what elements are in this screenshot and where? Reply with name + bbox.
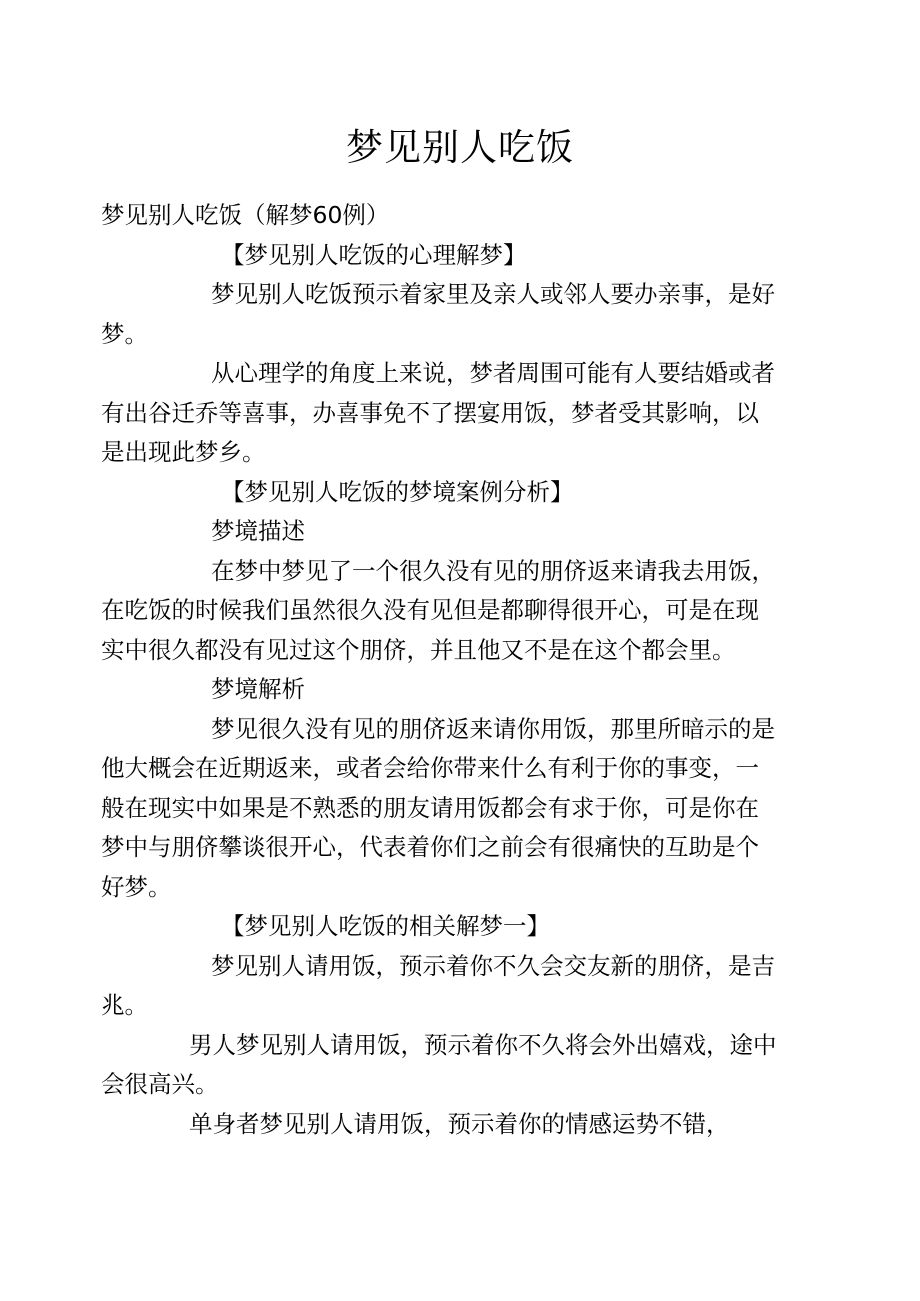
paragraph: 梦见很久没有见的朋侪返来请你用饭，那里所暗示的是他大概会在近期返来，或者会给你带来什么有利于你的事变，一般在现实中如果是不熟悉的朋友请用饭都会有求于你，可是你在梦中与朋侪攀谈很开心，代表着你们之前会有很痛快的互助是个好梦。 xyxy=(101,714,775,901)
paragraph: 在梦中梦见了一个很久没有见的朋侪返来请我去用饭，在吃饭的时候我们虽然很久没有见但是都聊得很开心，可是在现实中很久都没有见过这个朋侪，并且他又不是在这个都会里。 xyxy=(101,556,775,664)
section-heading-related-one: 【梦见别人吃饭的相关解梦一】 xyxy=(221,912,550,940)
paragraph: 单身者梦见别人请用饭，预示着你的情感运势不错， xyxy=(189,1109,730,1138)
paragraph: 男人梦见别人请用饭，预示着你不久将会外出嬉戏，途中会很高兴。 xyxy=(101,1030,777,1098)
section-heading-case-analysis: 【梦见别人吃饭的梦境案例分析】 xyxy=(221,477,574,506)
paragraph: 梦见别人请用饭，预示着你不久会交友新的朋侪，是吉兆。 xyxy=(101,951,775,1019)
label-dream-description: 梦境描述 xyxy=(211,517,305,545)
section-heading-psychology: 【梦见别人吃饭的心理解梦】 xyxy=(221,240,527,269)
document-subtitle: 梦见别人吃饭（解梦60例） xyxy=(101,201,390,229)
document-body xyxy=(101,196,781,1144)
document-title: 梦见别人吃饭 xyxy=(346,126,574,169)
paragraph: 梦见别人吃饭预示着家里及亲人或邻人要办亲事，是好梦。 xyxy=(101,280,775,348)
paragraph: 从心理学的角度上来说，梦者周围可能有人要结婚或者有出谷迁乔等喜事，办喜事免不了摆宴用饭，梦者受其影响，以是出现此梦乡。 xyxy=(101,359,775,466)
label-dream-analysis: 梦境解析 xyxy=(211,675,305,703)
